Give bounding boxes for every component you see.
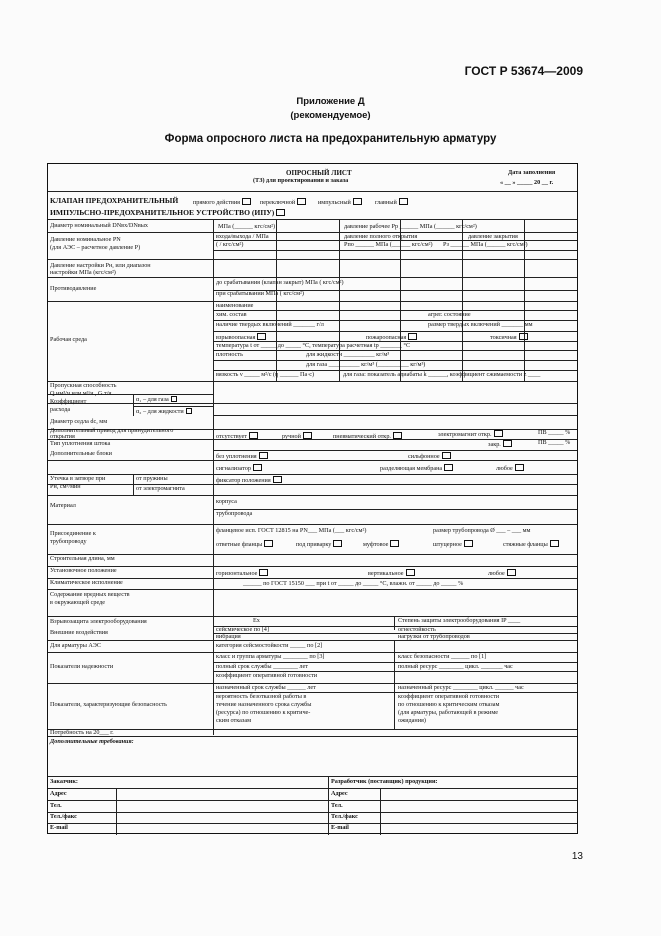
conn-pipe-diameter[interactable]: размер трубопровода Ø ___ – ___ мм — [433, 527, 531, 534]
questionnaire-form — [47, 163, 578, 834]
ext-load[interactable]: нагрузки от трубопроводов — [398, 633, 470, 640]
page-title: Форма опросного листа на предохранительную арматуру — [164, 133, 497, 145]
label-medium: Рабочая среда — [50, 336, 87, 343]
ext-fire[interactable]: огнестойкость — [398, 626, 436, 633]
customer-email: E-mail — [50, 824, 68, 831]
rel-life[interactable]: полный срок службы ________ лет — [216, 663, 308, 670]
label-backpressure: Противодавление — [50, 285, 97, 292]
pos-vertical[interactable]: вертикальное — [368, 569, 415, 578]
label-coef-2: расхода — [50, 406, 71, 413]
seal-membrane[interactable]: разделяющая мембрана — [380, 464, 453, 473]
block-signal[interactable]: сигнализатор — [216, 464, 262, 473]
checkbox[interactable] — [408, 333, 417, 340]
checkbox[interactable] — [259, 569, 268, 576]
label-connection: Присоединение к — [50, 530, 96, 537]
form-head-sub: (ТЗ) для проектирования и заказа — [253, 177, 349, 184]
form-head-title: ОПРОСНЫЙ ЛИСТ — [286, 169, 352, 177]
rel-resource[interactable]: полный ресурс ________ цикл. _______ час — [398, 663, 513, 670]
pos-horizontal[interactable]: горизонтальное — [216, 569, 268, 578]
checkbox[interactable] — [186, 408, 192, 414]
checkbox[interactable] — [503, 440, 512, 447]
sf-prob-1: вероятность безотказной работы в — [216, 693, 307, 700]
medium-state[interactable]: агрег. состояние — [428, 311, 471, 318]
label-drive: Дополнительный привод для принудительного — [50, 427, 174, 434]
valve-type-switch[interactable]: переключной — [260, 198, 306, 207]
seal-any[interactable]: любое — [496, 464, 524, 473]
valve-type-direct[interactable]: прямого действия — [193, 198, 251, 207]
pn-po[interactable]: Pпо ______ МПа (______ кгс/см²) — [344, 241, 433, 248]
label-pn: Давление номинальное PN — [50, 236, 121, 243]
conn-fitting[interactable]: штуцерное — [433, 540, 473, 549]
aes-safety[interactable]: класс безопасности ______ по [1] — [398, 653, 487, 660]
label-leak-2: Pн, см³/мин — [50, 483, 81, 490]
pn-kgs[interactable]: ( / кгс/см²) — [216, 241, 244, 248]
medium-size[interactable]: размер твердых включений _______ мм — [428, 321, 533, 328]
checkbox[interactable] — [550, 540, 559, 547]
checkbox[interactable] — [390, 540, 399, 547]
label-reliability: Показатели надежности — [50, 663, 114, 670]
conn-coupling[interactable]: муфтовое — [363, 540, 399, 549]
bp-before[interactable]: до срабатывания (клапан закрыт) МПа ( кгс/см²) — [216, 279, 344, 286]
pos-any[interactable]: любое — [488, 569, 516, 578]
label-extra: Дополнительные требования: — [50, 738, 134, 745]
material-pipe[interactable]: трубопровода — [216, 510, 253, 517]
appendix-label: Приложение Д — [296, 96, 365, 107]
checkbox[interactable] — [494, 430, 503, 437]
page-number: 13 — [571, 851, 583, 862]
medium-toxic[interactable]: токсичная — [490, 333, 528, 342]
label-dn: Диаметр номинальный DNвх/DNвых — [50, 222, 149, 229]
developer-phone: Тел. — [331, 802, 343, 809]
conn-tie[interactable]: стяжные фланцы — [503, 540, 559, 549]
ex-value[interactable]: Ех — [253, 617, 260, 624]
date-field[interactable]: « __ » _____ 20 __ г. — [500, 179, 554, 186]
checkbox[interactable] — [257, 333, 266, 340]
checkbox[interactable] — [297, 198, 306, 205]
label-material: Материал — [50, 502, 76, 509]
medium-adiabatic[interactable]: для газа: показатель адиабаты k ______, коэффициент сжимаемости z ____ — [343, 371, 541, 378]
checkbox[interactable] — [249, 432, 258, 439]
developer-address: Адрес — [331, 790, 348, 797]
sf-k-1: коэффициент оперативной готовности — [398, 693, 500, 700]
label-position: Установочное положение — [50, 567, 117, 574]
checkbox[interactable] — [442, 452, 451, 459]
block-fix[interactable]: фиксатор положения — [216, 476, 282, 485]
checkbox[interactable] — [259, 452, 268, 459]
sf-k-2: по отношению к критическим отказам — [398, 701, 500, 708]
checkbox[interactable] — [399, 198, 408, 205]
label-coef: Коэффициент — [50, 398, 87, 405]
conn-flange[interactable]: фланцевое исп. ГОСТ 12815 на PN___ МПа (___ кгс/см²) — [216, 527, 367, 534]
label-leak: Утечка в затворе при — [50, 475, 106, 482]
coef-gas[interactable]: α₁ – для газа — [136, 396, 177, 404]
checkbox[interactable] — [515, 464, 524, 471]
medium-density-gas[interactable]: для газа __________ кг/м³ (__________ кг/м³) — [306, 361, 426, 368]
seal-bellows[interactable]: сильфонное — [408, 452, 451, 461]
sf-k-4: ожидания) — [398, 717, 426, 724]
medium-density: плотность — [216, 351, 243, 358]
customer-phone: Тел. — [50, 802, 62, 809]
label-safety: Показатели, характеризующие безопасность — [50, 701, 167, 708]
medium-name[interactable]: наименование — [216, 302, 254, 309]
pn-close: давление закрытия — [468, 233, 518, 240]
label-length: Строительная длина, мм — [50, 555, 115, 562]
checkbox[interactable] — [264, 540, 273, 547]
label-harmful: Содержание вредных веществ — [50, 591, 130, 598]
aes-category[interactable]: категория сейсмостойкости _____ по [2] — [216, 642, 323, 649]
medium-density-liquid[interactable]: для жидкости __________ кг/м³ — [306, 351, 390, 358]
label-ex: Взрывозащита электрооборудования — [50, 618, 147, 625]
developer-email: E-mail — [331, 824, 349, 831]
label-seat: Диаметр седла dс, мм — [50, 418, 108, 425]
developer-fax: Тел./факс — [331, 813, 358, 820]
label-drive-2: открытия — [50, 433, 75, 440]
label-capacity: Пропускная способность — [50, 382, 117, 389]
ext-vibration[interactable]: вибрация — [216, 633, 241, 640]
date-label: Дата заполнения — [508, 169, 556, 176]
drive-em-open[interactable]: электромагнит откр. — [438, 430, 503, 439]
medium-temp[interactable]: температура t от _____ до _____ °C, температура расчетная tр _______ °C — [216, 342, 411, 349]
medium-flammable[interactable]: пожароопасная — [366, 333, 417, 342]
aes-class[interactable]: класс и группа арматуры ________ по [3] — [216, 653, 325, 660]
standard-number: ГОСТ Р 53674—2009 — [464, 64, 583, 78]
checkbox[interactable] — [353, 198, 362, 205]
checkbox[interactable] — [507, 569, 516, 576]
valve-title: КЛАПАН ПРЕДОХРАНИТЕЛЬНЫЙ — [50, 196, 179, 205]
dn-mpa[interactable]: МПа (______ кгс/см²) — [218, 223, 276, 230]
checkbox[interactable] — [333, 540, 342, 547]
drive-pneumatic[interactable]: пневматический откр. — [333, 432, 402, 441]
label-harmful-2: в окружающей среде — [50, 599, 106, 606]
label-capacity-units: Q нм³/ч или м³/ч , G т/ч — [50, 390, 112, 397]
checkbox[interactable] — [519, 333, 528, 340]
checkbox[interactable] — [273, 476, 282, 483]
dn-work[interactable]: давление рабочее Pр ______ МПа (______ кгс/см²) — [344, 223, 477, 230]
climate-value[interactable]: ______ по ГОСТ 15150 ___ при t от _____ до _____ °C, влажн. от _____ до _____ % — [243, 580, 464, 587]
pn-open: давление полного открытия — [344, 233, 418, 240]
leak-spring: от пружины — [136, 475, 168, 482]
developer-label: Разработчик (поставщик) продукции: — [331, 778, 438, 785]
drive-pv1[interactable]: ПВ _____ % — [538, 429, 571, 436]
sf-prob-4: ским отказам — [216, 717, 252, 724]
ipu-title[interactable]: ИМПУЛЬСНО-ПРЕДОХРАНИТЕЛЬНОЕ УСТРОЙСТВО (ИПУ) — [50, 209, 285, 217]
ex-protection[interactable]: Степень защиты электрооборудования IP ____ — [398, 617, 521, 624]
label-seal: Тип уплотнения штока — [50, 440, 111, 447]
sf-resource[interactable]: назначенный ресурс ________ цикл. ______ час — [398, 684, 524, 691]
label-pset-range: настройки МПа (кгс/см²) — [50, 269, 116, 276]
conn-weld[interactable]: под приварку — [296, 540, 342, 549]
material-body[interactable]: корпуса — [216, 498, 237, 505]
seal-none[interactable]: без уплотнения — [216, 452, 268, 461]
checkbox[interactable] — [444, 464, 453, 471]
customer-label: Заказчик: — [50, 778, 78, 785]
customer-fax: Тел./факс — [50, 813, 77, 820]
drive-pv2[interactable]: ПВ _____ % — [538, 439, 571, 446]
ext-seismic[interactable]: сейсмическое по [4] — [216, 626, 269, 633]
customer-address: Адрес — [50, 790, 67, 797]
pn-inout[interactable]: входа/выхода / МПа — [216, 233, 269, 240]
label-connection-2: трубопроводу — [50, 538, 87, 545]
label-climate: Климатическое исполнение — [50, 579, 123, 586]
conn-mating[interactable]: ответные фланцы — [216, 540, 273, 549]
checkbox[interactable] — [242, 198, 251, 205]
label-pn-note: (для АЭС – расчетное давление P) — [50, 244, 141, 251]
medium-viscosity[interactable]: вязкость ν _____ м²/с (η ______ Па·с) — [216, 371, 315, 378]
valve-type-impulse[interactable]: импульсный — [318, 198, 362, 207]
checkbox[interactable] — [303, 432, 312, 439]
sf-life[interactable]: назначенный срок службы ______ лет — [216, 684, 316, 691]
checkbox[interactable] — [393, 432, 402, 439]
checkbox[interactable] — [171, 396, 177, 402]
pn-pz[interactable]: Pз ______ МПа (______ кгс/см²) — [443, 241, 528, 248]
drive-none[interactable]: отсутствует — [216, 432, 258, 441]
label-need: Потребность на 20___ г. — [50, 729, 114, 736]
sf-prob-3: (ресурса) по отношению к критиче- — [216, 709, 311, 716]
checkbox[interactable] — [276, 209, 285, 216]
sf-prob-2: течение назначенного срока службы — [216, 701, 312, 708]
appendix-note: (рекомендуемое) — [290, 110, 371, 121]
leak-magnet: от электромагнита — [136, 485, 185, 492]
rel-coef[interactable]: коэффициент оперативной готовности — [216, 672, 318, 679]
medium-chem[interactable]: хим. состав — [216, 311, 247, 318]
medium-explosive[interactable]: взрывоопасная — [216, 333, 266, 342]
bp-after[interactable]: при срабатывании МПа ( кгс/см²) — [216, 290, 304, 297]
checkbox[interactable] — [406, 569, 415, 576]
valve-type-main[interactable]: главный — [375, 198, 408, 207]
sf-k-3: (для арматуры, работающей в режиме — [398, 709, 499, 716]
drive-manual[interactable]: ручной — [282, 432, 312, 441]
label-external: Внешние воздействия — [50, 629, 108, 636]
label-aes: Для арматуры АЭС — [50, 642, 101, 649]
label-blocks: Дополнительные блоки — [50, 450, 112, 457]
checkbox[interactable] — [253, 464, 262, 471]
medium-solids[interactable]: наличие твердых включений _______ г/л — [216, 321, 324, 328]
checkbox[interactable] — [464, 540, 473, 547]
drive-em-close[interactable]: закр. — [488, 440, 512, 449]
label-pset: Давление настройки Pн, или диапазон — [50, 262, 151, 269]
coef-liquid[interactable]: α₂ – для жидкости — [136, 408, 192, 416]
